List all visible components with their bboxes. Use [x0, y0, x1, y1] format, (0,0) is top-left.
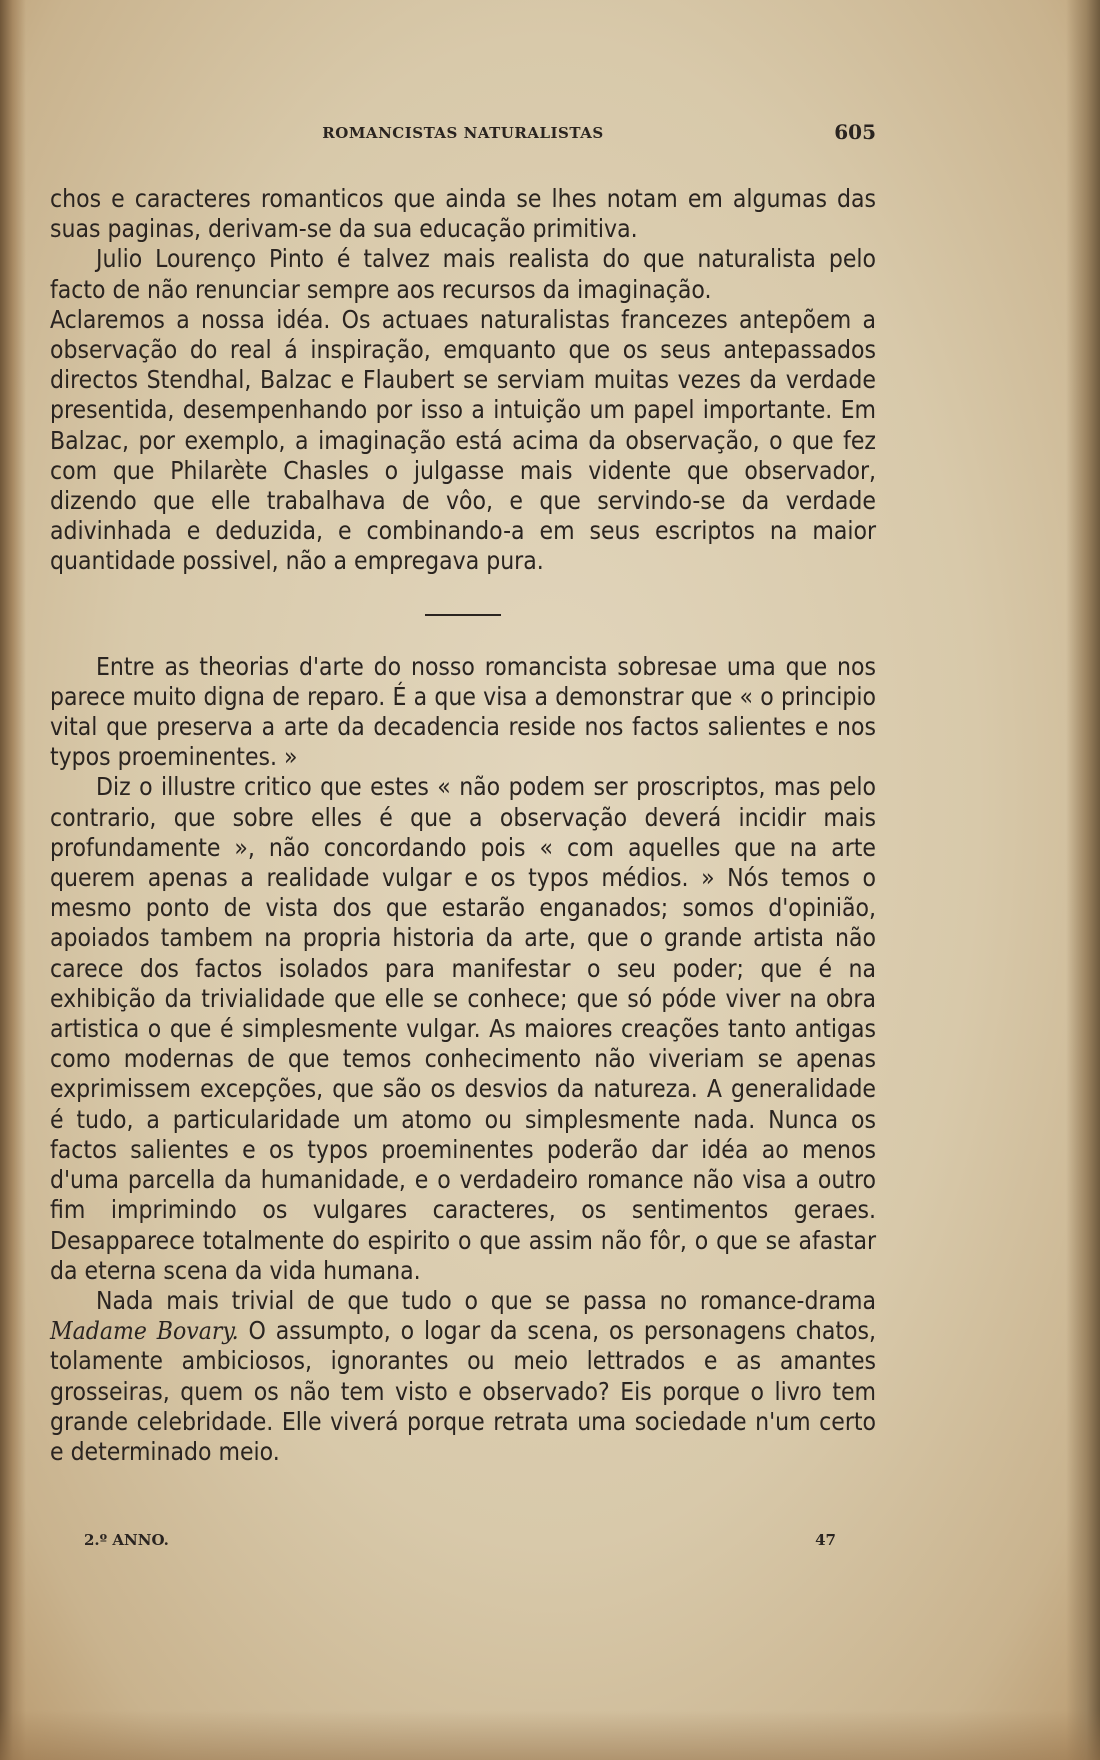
paragraph-4: Entre as theorias d'arte do nosso romancista sobresae uma que nos parece muito digna de reparo. É a que visa a demonstrar que « o principio vital que preserva a arte da decadencia reside nos factos salientes e nos typos proeminentes. »	[50, 651, 876, 772]
paragraph-6-text-end: O assumpto, o logar da scena, os personagens chatos, tolamente ambiciosos, ignorantes ou meio lettrados e as amantes grosseiras, quem os não tem visto e observado? Eis porque o livro tem grande celebridade. Elle viverá porque retrata uma sociedade n'um certo e determinado meio.	[50, 1316, 876, 1466]
running-head: ROMANCISTAS NATURALISTAS	[322, 124, 604, 142]
paragraph-6-text-start: Nada mais trivial de que tudo o que se passa no romance-drama	[96, 1285, 876, 1315]
body-text	[50, 184, 876, 1467]
paragraph-1: chos e caracteres romanticos que ainda se lhes notam em algumas das suas paginas, derivam-se da sua educação primitiva.	[50, 184, 876, 244]
page-footer	[84, 1531, 836, 1555]
section-separator	[425, 614, 501, 616]
signature-mark: 2.º ANNO.	[84, 1531, 169, 1549]
page-shadow-right	[1066, 0, 1100, 1760]
paragraph-2: Julio Lourenço Pinto é talvez mais realista do que naturalista pelo facto de não renunciar sempre aos recursos da imaginação.	[50, 244, 876, 304]
page-shadow-left	[0, 0, 26, 1760]
page-header	[50, 118, 876, 148]
page-shadow-bottom	[0, 1710, 1100, 1760]
paragraph-3: Aclaremos a nossa idéa. Os actuaes naturalistas francezes antepõem a observação do real á inspiração, emquanto que os seus antepassados directos Stendhal, Balzac e Flaubert se serviam muitas vezes da verdade presentida, desempenhando por isso a intuição um papel importante. Em Balzac, por exemplo, a imaginação está acima da observação, o que fez com que Philarète Chasles o julgasse mais vidente que observador, dizendo que elle trabalhava de vôo, e que servindo-se da verdade adivinhada e deduzida, e combinando-a em seus escriptos na maior quantidade possivel, não a empregava pura.	[50, 304, 876, 576]
signature-number: 47	[815, 1531, 836, 1549]
page-number: 605	[834, 120, 876, 144]
paragraph-5: Diz o illustre critico que estes « não podem ser proscriptos, mas pelo contrario, que sobre elles é que a observação deverá incidir mais profundamente », não concordando pois « com aquelles que na arte querem apenas a realidade vulgar e os typos médios. » Nós temos o mesmo ponto de vista dos que estarão enganados; somos d'opinião, apoiados tambem na propria historia da arte, que o grande artista não carece dos factos isolados para manifestar o seu poder; que é na exhibição da trivialidade que elle se conhece; que só póde viver na obra artistica o que é simplesmente vulgar. As maiores creações tanto antigas como modernas de que temos conhecimento não viveriam se apenas exprimissem excepções, que são os desvios da natureza. A generalidade é tudo, a particularidade um atomo ou simplesmente nada. Nunca os factos salientes e os typos proeminentes poderão dar idéa ao menos d'uma parcella da humanidade, e o verdadeiro romance não visa a outro fim imprimindo os vulgares caracteres, os sentimentos geraes. Desapparece totalmente do espirito o que assim não fôr, o que se afastar da eterna scena da vida humana.	[50, 772, 876, 1285]
book-title-madame-bovary: Madame Bovary.	[50, 1316, 239, 1346]
paragraph-6	[50, 1286, 876, 1467]
